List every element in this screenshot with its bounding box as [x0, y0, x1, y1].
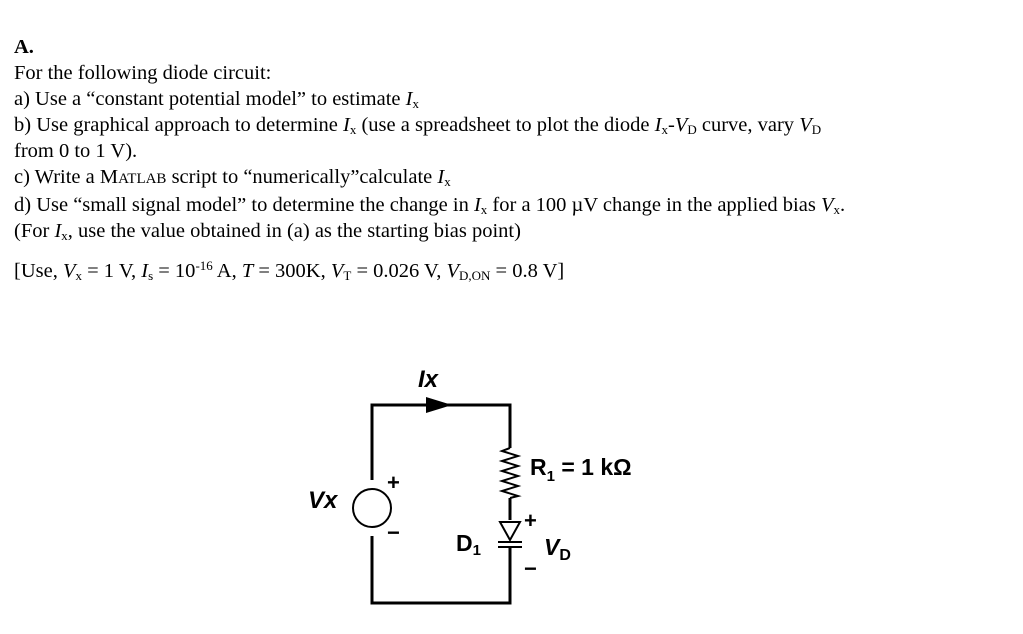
- vd-plus: +: [524, 508, 537, 533]
- part-d: d) Use “small signal model” to determine the change in $I_x$ for a 100 µV change in the applied bias $V_x$.: [14, 194, 846, 217]
- part-b-cont: from 0 to 1 V).: [14, 140, 138, 162]
- resistor-label: $R_1 = 1$ kΩ: [530, 454, 632, 485]
- given-values: [Use, $V_x = 1$ V, $I_s = 10^{-16}$ A, T = 300K, $V_T = 0.026$ V, $V_{D,ON} = 0.8$ V]: [14, 258, 565, 283]
- problem-text: [14, 34, 1009, 284]
- source-plus: +: [387, 470, 400, 495]
- source-minus: −: [387, 520, 400, 545]
- vd-label: $V_D$: [544, 534, 571, 564]
- current-label: Ix: [418, 366, 439, 393]
- problem-intro: For the following diode circuit:: [14, 62, 272, 84]
- diode-label: D1: [456, 530, 481, 559]
- problem-label: A.: [14, 36, 34, 58]
- resistor-icon: [502, 448, 518, 498]
- vd-minus: −: [524, 556, 537, 581]
- diode-icon: [498, 522, 522, 547]
- diode-circuit-diagram: [290, 350, 710, 620]
- voltage-source-icon: [353, 489, 391, 527]
- part-a: a) Use a “constant potential model” to estimate $I_x$: [14, 88, 419, 111]
- current-arrow-icon: [426, 397, 452, 413]
- part-c: c) Write a MATLAB script to “numerically”calculate $I_x$: [14, 166, 451, 189]
- source-label: Vx: [308, 487, 338, 514]
- circuit-wires: [372, 405, 510, 603]
- part-d-cont: (For $I_x$, use the value obtained in (a) as the starting bias point): [14, 220, 521, 243]
- part-b: b) Use graphical approach to determine $I_x$ (use a spreadsheet to plot the diode $I_x-V_D$ curve, vary $V_D$: [14, 114, 822, 137]
